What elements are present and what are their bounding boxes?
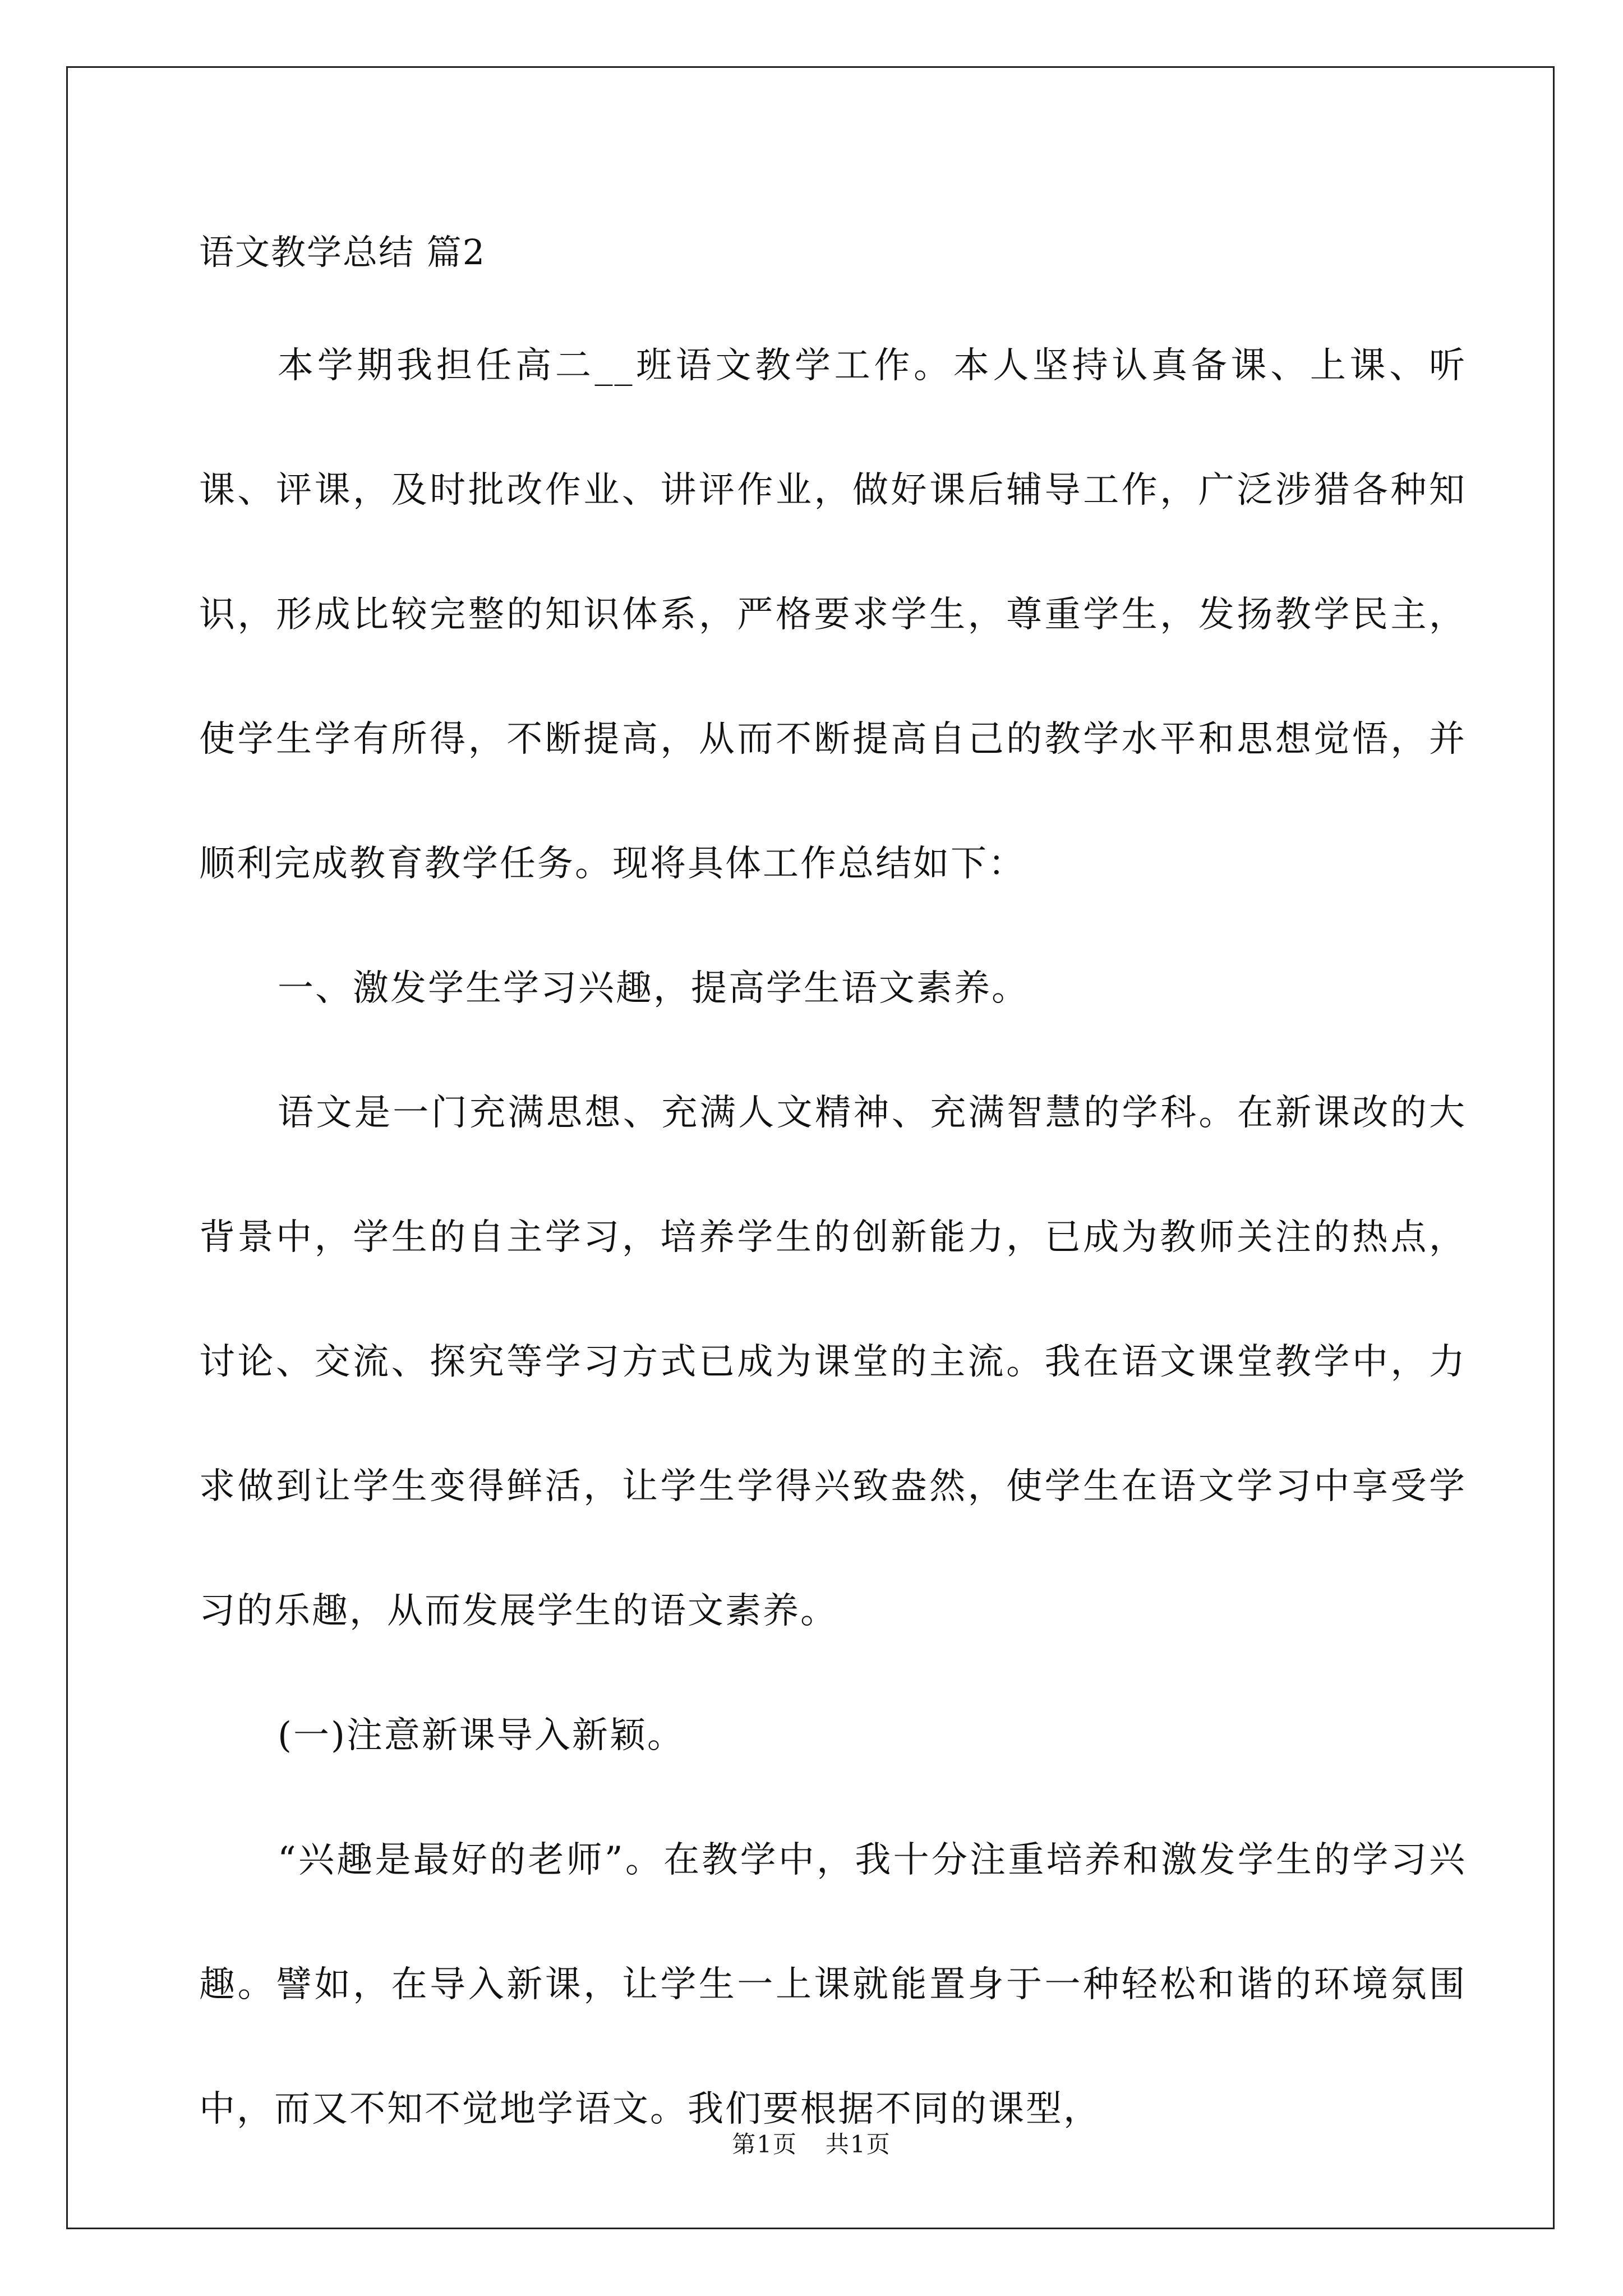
page-number: 第1页 <box>732 2131 797 2158</box>
paragraph-subsection-1: “兴趣是最好的老师”。在教学中，我十分注重培养和激发学生的学习兴趣。譬如，在导入新课，让学生一上课就能置身于一种轻松和谐的环境氛围中，而又不知不觉地学语文。我们要根据不同的课型， <box>199 1839 1467 2130</box>
paragraph-intro: 本学期我担任高二__班语文教学工作。本人坚持认真备课、上课、听课、评课，及时批改作业、讲评作业，做好课后辅导工作，广泛涉猎各种知识，形成比较完整的知识体系，严格要求学生，尊重学生，发扬教学民主，使学生学有所得，不断提高，从而不断提高自己的教学水平和思想觉悟，并顺利完成教育教学任务。现将具体工作总结如下： <box>199 345 1467 885</box>
paragraph-section-1: 语文是一门充满思想、充满人文精神、充满智慧的学科。在新课改的大背景中，学生的自主学习，培养学生的创新能力，已成为教师关注的热点，讨论、交流、探究等学习方式已成为课堂的主流。我在语文课堂教学中，力求做到让学生变得鲜活，让学生学得兴致盎然，使学生在语文学习中享受学习的乐趣，从而发展学生的语文素养。 <box>199 1092 1467 1632</box>
page-total: 共1页 <box>826 2131 891 2158</box>
document-body <box>199 222 1467 2171</box>
section-heading-1: 一、激发学生学习兴趣，提高学生语文素养。 <box>278 968 1029 1009</box>
document-title: 语文教学总结 篇2 <box>199 232 486 273</box>
document-text <box>199 303 1467 2171</box>
subsection-heading-1: (一)注意新课导入新颖。 <box>278 1715 685 1756</box>
page-footer <box>0 2126 1623 2160</box>
